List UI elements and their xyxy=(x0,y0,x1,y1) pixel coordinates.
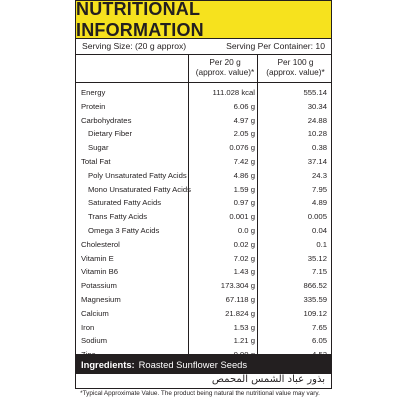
table-row xyxy=(76,238,331,252)
nutrient-name: Poly Unsaturated Fatty Acids xyxy=(88,170,187,180)
per-20g-value: 0.02 g xyxy=(233,239,255,249)
per-20g-value: 0.97 g xyxy=(233,198,255,208)
per-100g-value: 335.59 xyxy=(303,294,327,304)
nutrient-name: Trans Fatty Acids xyxy=(88,212,148,222)
ingredients-arabic: بذور عباد الشمس المحمص xyxy=(211,374,325,385)
nutrient-name: Iron xyxy=(81,322,95,332)
per-100g-value: 4.89 xyxy=(312,198,327,208)
per-20g-value: 0.0 g xyxy=(237,225,255,235)
per-100g-value: 7.15 xyxy=(312,267,327,277)
table-row xyxy=(76,155,331,169)
per-20g-value: 4.86 g xyxy=(233,170,255,180)
ingredients-text: Roasted Sunflower Seeds xyxy=(138,358,248,370)
per-100g-value: 0.04 xyxy=(312,225,327,235)
per-20g-value: 1.59 g xyxy=(233,184,255,194)
per-100g-value: 0.38 xyxy=(312,143,327,153)
table-row xyxy=(76,100,331,114)
per-20g-value: 2.05 g xyxy=(233,129,255,139)
per-100g-header-title: Per 100 g xyxy=(277,57,314,67)
per-20g-header xyxy=(191,57,259,77)
table-row xyxy=(76,279,331,293)
table-row xyxy=(76,169,331,183)
per-20g-value: 0.001 g xyxy=(229,212,255,222)
nutrient-name: Sugar xyxy=(88,143,109,153)
nutrient-name: Calcium xyxy=(81,308,109,318)
nutrient-name: Vitamin E xyxy=(81,253,114,263)
table-row xyxy=(76,86,331,100)
per-100g-value: 866.52 xyxy=(303,281,327,291)
table-row xyxy=(76,196,331,210)
per-20g-header-note: (approx. value)* xyxy=(195,67,255,77)
table-row xyxy=(76,141,331,155)
per-20g-value: 1.53 g xyxy=(233,322,255,332)
nutrient-name: Energy xyxy=(81,88,106,97)
table-row xyxy=(76,114,331,128)
table-row xyxy=(76,307,331,321)
nutrient-name: Mono Unsaturated Fatty Acids xyxy=(88,184,191,194)
ingredients-label: Ingredients: xyxy=(81,358,135,370)
per-100g-value: 24.3 xyxy=(312,170,327,180)
nutrient-name: Omega 3 Fatty Acids xyxy=(88,225,160,235)
nutrient-name: Sodium xyxy=(81,336,108,346)
per-20g-value: 67.118 g xyxy=(225,294,255,304)
nutrient-name: Saturated Fatty Acids xyxy=(88,198,162,208)
per-100g-value: 7.65 xyxy=(312,322,327,332)
title-banner xyxy=(76,1,331,39)
per-100g-value: 109.12 xyxy=(303,308,327,318)
table-row xyxy=(76,334,331,348)
per-20g-value: 4.97 g xyxy=(233,115,255,125)
table-row xyxy=(76,321,331,335)
nutrition-table xyxy=(76,55,331,354)
table-row xyxy=(76,127,331,141)
per-100g-value: 35.12 xyxy=(307,253,327,263)
per-20g-value: 7.02 g xyxy=(233,253,255,263)
per-20g-value: 6.06 g xyxy=(233,101,255,111)
per-100g-value: 555.14 xyxy=(303,88,327,97)
nutrient-name: Total Fat xyxy=(81,156,111,166)
per-100g-value: 6.05 xyxy=(312,336,327,346)
nutrient-name: Dietary Fiber xyxy=(88,129,133,139)
per-20g-value: 1.21 g xyxy=(233,336,255,346)
per-20g-value: 21.824 g xyxy=(225,308,255,318)
serving-size: Serving Size: (20 g approx) xyxy=(82,41,187,51)
per-100g-value: 24.88 xyxy=(307,115,327,125)
table-row xyxy=(76,224,331,238)
per-20g-value: 7.42 g xyxy=(233,156,255,166)
table-row xyxy=(76,183,331,197)
nutrient-name: Potassium xyxy=(81,281,117,291)
per-20g-value: 173.304 g xyxy=(220,281,255,291)
nutrient-name: Carbohydrates xyxy=(81,115,132,125)
nutrient-name: Magnesium xyxy=(81,294,121,304)
per-20g-header-title: Per 20 g xyxy=(209,57,241,67)
nutrient-name: Cholesterol xyxy=(81,239,120,249)
per-100g-value: 0.1 xyxy=(316,239,327,249)
label-title: NUTRITIONAL INFORMATION xyxy=(76,0,204,40)
table-header xyxy=(76,55,331,83)
nutrition-label xyxy=(75,0,332,389)
per-100g-value: 7.95 xyxy=(312,184,327,194)
per-100g-value: 10.28 xyxy=(307,129,327,139)
per-100g-value: 0.005 xyxy=(307,212,327,222)
nutrient-name: Protein xyxy=(81,101,106,111)
nutrient-name: Vitamin B6 xyxy=(81,267,119,277)
per-100g-header-note: (approx. value)* xyxy=(266,67,325,77)
per-100g-value: 37.14 xyxy=(307,156,327,166)
per-20g-value: 0.076 g xyxy=(229,143,255,153)
per-20g-value: 111.028 kcal xyxy=(212,88,255,97)
per-100g-value: 30.34 xyxy=(307,101,327,111)
table-row xyxy=(76,252,331,266)
ingredients-bar xyxy=(76,354,331,374)
table-row xyxy=(76,293,331,307)
per-20g-value: 1.43 g xyxy=(233,267,255,277)
table-row xyxy=(76,210,331,224)
nutrient-rows xyxy=(76,86,331,362)
table-row xyxy=(76,265,331,279)
serving-info xyxy=(76,38,331,55)
per-100g-header xyxy=(260,57,331,77)
footnote: *Typical Approximate Value. The product being natural the nutritional value may vary. xyxy=(80,390,320,397)
servings-per-container: Serving Per Container: 10 xyxy=(226,41,325,51)
